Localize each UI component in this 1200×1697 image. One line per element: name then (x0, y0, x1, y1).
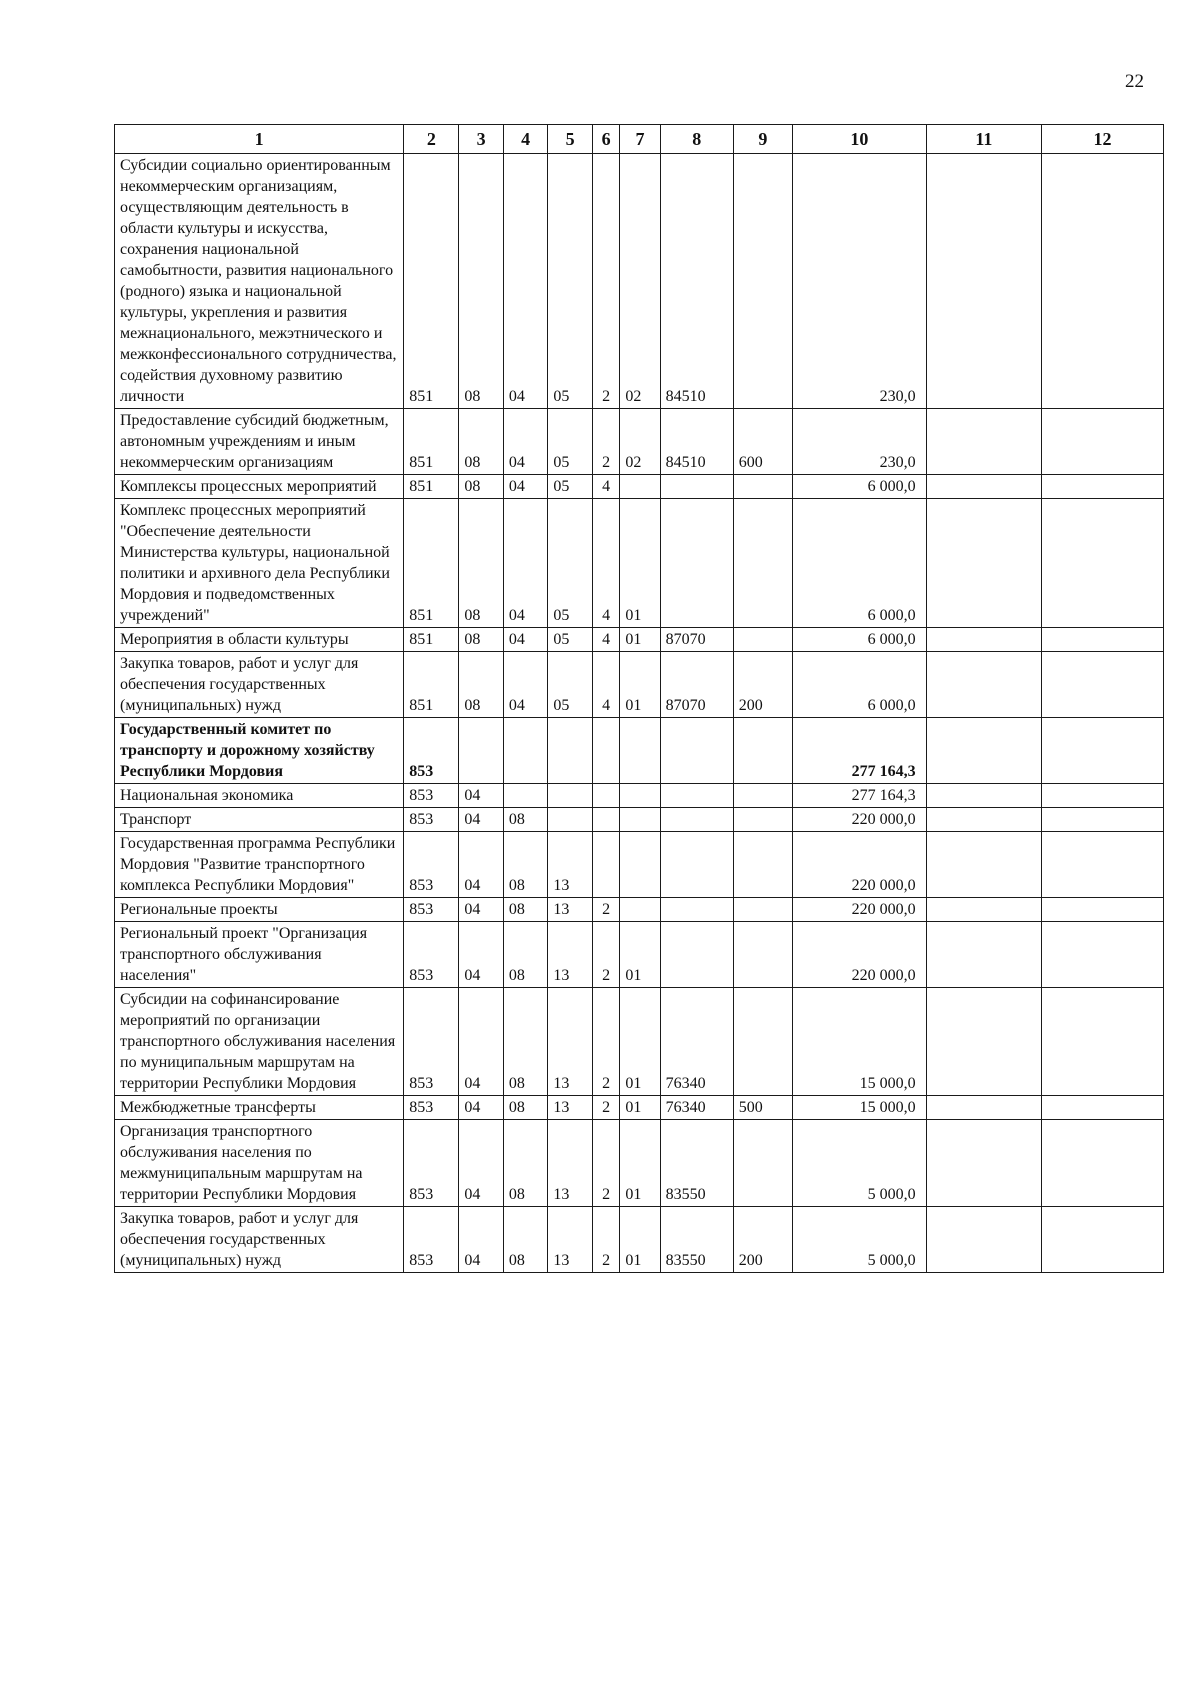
amount-cell: 230,0 (793, 409, 927, 475)
code-cell-c3: 04 (459, 808, 504, 832)
code-cell-c3: 08 (459, 409, 504, 475)
empty-cell (1042, 1120, 1164, 1207)
amount-cell: 230,0 (793, 154, 927, 409)
code-cell-c8: 76340 (660, 988, 733, 1096)
code-cell-c9 (733, 808, 792, 832)
code-cell-c9 (733, 832, 792, 898)
empty-cell (1042, 988, 1164, 1096)
row-name-cell: Комплексы процессных мероприятий (115, 475, 404, 499)
code-cell-c3: 08 (459, 628, 504, 652)
code-cell-c6 (592, 784, 620, 808)
empty-cell (1042, 718, 1164, 784)
code-cell-c8: 84510 (660, 154, 733, 409)
code-cell-c4 (503, 718, 548, 784)
table-row (115, 475, 1164, 499)
empty-cell (926, 832, 1041, 898)
code-cell-c8 (660, 832, 733, 898)
table-row (115, 832, 1164, 898)
code-cell-c7: 02 (620, 409, 660, 475)
code-cell-c4: 04 (503, 409, 548, 475)
column-header: 12 (1042, 125, 1164, 154)
amount-cell: 6 000,0 (793, 628, 927, 652)
code-cell-c4: 08 (503, 1207, 548, 1273)
table-row (115, 652, 1164, 718)
amount-cell: 6 000,0 (793, 652, 927, 718)
row-name-cell: Межбюджетные трансферты (115, 1096, 404, 1120)
table-body (115, 154, 1164, 1273)
empty-cell (926, 1207, 1041, 1273)
empty-cell (926, 718, 1041, 784)
table-row (115, 154, 1164, 409)
code-cell-c7: 01 (620, 988, 660, 1096)
code-cell-c8 (660, 718, 733, 784)
empty-cell (926, 1120, 1041, 1207)
empty-cell (926, 409, 1041, 475)
code-cell-c7 (620, 898, 660, 922)
table-row (115, 409, 1164, 475)
code-cell-c6: 4 (592, 652, 620, 718)
code-cell-c5: 05 (548, 154, 593, 409)
code-cell-c6: 2 (592, 1120, 620, 1207)
empty-cell (1042, 1207, 1164, 1273)
empty-cell (1042, 409, 1164, 475)
code-cell-c9 (733, 628, 792, 652)
header-row (115, 125, 1164, 154)
code-cell-c7: 01 (620, 652, 660, 718)
code-cell-c3: 08 (459, 499, 504, 628)
row-name-cell: Закупка товаров, работ и услуг для обеспечения государственных (муниципальных) нужд (115, 1207, 404, 1273)
empty-cell (926, 628, 1041, 652)
code-cell-c7 (620, 718, 660, 784)
table-row (115, 628, 1164, 652)
code-cell-c2: 853 (404, 1096, 459, 1120)
code-cell-c2: 853 (404, 718, 459, 784)
code-cell-c4: 04 (503, 499, 548, 628)
table-row (115, 922, 1164, 988)
code-cell-c7 (620, 784, 660, 808)
column-header: 11 (926, 125, 1041, 154)
code-cell-c6: 2 (592, 898, 620, 922)
code-cell-c4: 08 (503, 832, 548, 898)
column-header: 7 (620, 125, 660, 154)
empty-cell (1042, 1096, 1164, 1120)
table-row (115, 1120, 1164, 1207)
code-cell-c4: 04 (503, 154, 548, 409)
code-cell-c6: 2 (592, 409, 620, 475)
empty-cell (1042, 652, 1164, 718)
row-name-cell: Национальная экономика (115, 784, 404, 808)
code-cell-c6 (592, 832, 620, 898)
code-cell-c3: 04 (459, 988, 504, 1096)
row-name-cell: Государственный комитет по транспорту и дорожному хозяйству Республики Мордовия (115, 718, 404, 784)
amount-cell: 277 164,3 (793, 718, 927, 784)
table-row (115, 1096, 1164, 1120)
column-header: 5 (548, 125, 593, 154)
empty-cell (1042, 898, 1164, 922)
empty-cell (926, 784, 1041, 808)
code-cell-c9 (733, 922, 792, 988)
table-row (115, 499, 1164, 628)
row-name-cell: Региональный проект "Организация транспортного обслуживания населения" (115, 922, 404, 988)
row-name-cell: Мероприятия в области культуры (115, 628, 404, 652)
empty-cell (926, 1096, 1041, 1120)
code-cell-c6: 4 (592, 628, 620, 652)
code-cell-c5 (548, 718, 593, 784)
column-header: 6 (592, 125, 620, 154)
code-cell-c7 (620, 832, 660, 898)
amount-cell: 5 000,0 (793, 1120, 927, 1207)
code-cell-c4: 08 (503, 922, 548, 988)
code-cell-c6: 2 (592, 1096, 620, 1120)
code-cell-c5 (548, 808, 593, 832)
code-cell-c9 (733, 718, 792, 784)
row-name-cell: Государственная программа Республики Мордовия "Развитие транспортного комплекса Республики Мордовия" (115, 832, 404, 898)
code-cell-c4: 08 (503, 1096, 548, 1120)
empty-cell (1042, 154, 1164, 409)
code-cell-c9 (733, 1120, 792, 1207)
code-cell-c2: 853 (404, 1120, 459, 1207)
code-cell-c5: 05 (548, 652, 593, 718)
empty-cell (1042, 784, 1164, 808)
empty-cell (1042, 922, 1164, 988)
code-cell-c3: 04 (459, 784, 504, 808)
code-cell-c7: 02 (620, 154, 660, 409)
code-cell-c2: 851 (404, 652, 459, 718)
column-header: 10 (793, 125, 927, 154)
code-cell-c5: 13 (548, 1096, 593, 1120)
page-number: 22 (1125, 71, 1144, 92)
row-name-cell: Субсидии социально ориентированным некоммерческим организациям, осуществляющим деятельность в области культуры и искусства, сохранения национальной самобытности, развития национального (родного) языка и национальной культуры, укрепления и развития межнационального, межэтнического и межконфессионального сотрудничества, содействия духовному развитию личности (115, 154, 404, 409)
empty-cell (1042, 628, 1164, 652)
code-cell-c6: 2 (592, 988, 620, 1096)
code-cell-c5: 05 (548, 409, 593, 475)
column-header: 4 (503, 125, 548, 154)
budget-table (114, 124, 1164, 1273)
empty-cell (926, 154, 1041, 409)
code-cell-c7 (620, 808, 660, 832)
empty-cell (926, 988, 1041, 1096)
code-cell-c8 (660, 808, 733, 832)
code-cell-c4: 04 (503, 475, 548, 499)
code-cell-c3: 04 (459, 832, 504, 898)
empty-cell (926, 652, 1041, 718)
code-cell-c8: 87070 (660, 652, 733, 718)
code-cell-c9 (733, 154, 792, 409)
code-cell-c9 (733, 988, 792, 1096)
code-cell-c3 (459, 718, 504, 784)
code-cell-c2: 853 (404, 1207, 459, 1273)
empty-cell (1042, 832, 1164, 898)
code-cell-c2: 853 (404, 988, 459, 1096)
code-cell-c2: 851 (404, 475, 459, 499)
code-cell-c3: 04 (459, 1207, 504, 1273)
code-cell-c4: 04 (503, 652, 548, 718)
code-cell-c6: 4 (592, 499, 620, 628)
empty-cell (1042, 808, 1164, 832)
code-cell-c3: 04 (459, 1120, 504, 1207)
code-cell-c9: 200 (733, 1207, 792, 1273)
code-cell-c4: 04 (503, 628, 548, 652)
code-cell-c8: 76340 (660, 1096, 733, 1120)
row-name-cell: Предоставление субсидий бюджетным, автономным учреждениям и иным некоммерческим организациям (115, 409, 404, 475)
code-cell-c9: 600 (733, 409, 792, 475)
code-cell-c5: 13 (548, 1207, 593, 1273)
table-row (115, 784, 1164, 808)
amount-cell: 6 000,0 (793, 475, 927, 499)
table-row (115, 808, 1164, 832)
code-cell-c2: 851 (404, 154, 459, 409)
code-cell-c7: 01 (620, 628, 660, 652)
code-cell-c2: 853 (404, 922, 459, 988)
code-cell-c6 (592, 808, 620, 832)
column-header: 2 (404, 125, 459, 154)
code-cell-c8: 84510 (660, 409, 733, 475)
empty-cell (926, 499, 1041, 628)
code-cell-c8 (660, 475, 733, 499)
code-cell-c6: 2 (592, 922, 620, 988)
row-name-cell: Комплекс процессных мероприятий "Обеспечение деятельности Министерства культуры, национальной политики и архивного дела Республики Мордовия и подведомственных учреждений" (115, 499, 404, 628)
code-cell-c6: 4 (592, 475, 620, 499)
code-cell-c2: 853 (404, 808, 459, 832)
code-cell-c3: 04 (459, 922, 504, 988)
code-cell-c7 (620, 475, 660, 499)
code-cell-c7: 01 (620, 499, 660, 628)
column-header: 3 (459, 125, 504, 154)
row-name-cell: Региональные проекты (115, 898, 404, 922)
amount-cell: 220 000,0 (793, 832, 927, 898)
code-cell-c9 (733, 898, 792, 922)
row-name-cell: Закупка товаров, работ и услуг для обеспечения государственных (муниципальных) нужд (115, 652, 404, 718)
code-cell-c9: 500 (733, 1096, 792, 1120)
code-cell-c5: 13 (548, 898, 593, 922)
amount-cell: 6 000,0 (793, 499, 927, 628)
code-cell-c3: 08 (459, 154, 504, 409)
row-name-cell: Транспорт (115, 808, 404, 832)
row-name-cell: Субсидии на софинансирование мероприятий по организации транспортного обслуживания населения по муниципальным маршрутам на территории Республики Мордовия (115, 988, 404, 1096)
amount-cell: 15 000,0 (793, 1096, 927, 1120)
code-cell-c4 (503, 784, 548, 808)
code-cell-c3: 04 (459, 898, 504, 922)
column-header: 1 (115, 125, 404, 154)
code-cell-c7: 01 (620, 1207, 660, 1273)
code-cell-c7: 01 (620, 1120, 660, 1207)
code-cell-c3: 08 (459, 652, 504, 718)
amount-cell: 5 000,0 (793, 1207, 927, 1273)
code-cell-c5: 13 (548, 922, 593, 988)
code-cell-c8 (660, 784, 733, 808)
code-cell-c4: 08 (503, 898, 548, 922)
empty-cell (926, 808, 1041, 832)
amount-cell: 277 164,3 (793, 784, 927, 808)
row-name-cell: Организация транспортного обслуживания населения по межмуниципальным маршрутам на территории Республики Мордовия (115, 1120, 404, 1207)
code-cell-c7: 01 (620, 922, 660, 988)
code-cell-c5: 13 (548, 1120, 593, 1207)
code-cell-c5: 05 (548, 628, 593, 652)
code-cell-c5: 05 (548, 475, 593, 499)
code-cell-c8 (660, 898, 733, 922)
column-header: 9 (733, 125, 792, 154)
amount-cell: 15 000,0 (793, 988, 927, 1096)
code-cell-c4: 08 (503, 988, 548, 1096)
code-cell-c8: 83550 (660, 1120, 733, 1207)
code-cell-c4: 08 (503, 808, 548, 832)
code-cell-c6: 2 (592, 154, 620, 409)
empty-cell (1042, 499, 1164, 628)
table-row (115, 898, 1164, 922)
code-cell-c8 (660, 922, 733, 988)
table-row (115, 1207, 1164, 1273)
amount-cell: 220 000,0 (793, 898, 927, 922)
code-cell-c2: 851 (404, 409, 459, 475)
code-cell-c9 (733, 499, 792, 628)
code-cell-c9: 200 (733, 652, 792, 718)
code-cell-c8: 83550 (660, 1207, 733, 1273)
code-cell-c3: 08 (459, 475, 504, 499)
code-cell-c8 (660, 499, 733, 628)
code-cell-c4: 08 (503, 1120, 548, 1207)
code-cell-c5: 13 (548, 832, 593, 898)
empty-cell (926, 898, 1041, 922)
code-cell-c2: 853 (404, 784, 459, 808)
empty-cell (1042, 475, 1164, 499)
empty-cell (926, 922, 1041, 988)
table-row (115, 988, 1164, 1096)
code-cell-c5 (548, 784, 593, 808)
code-cell-c2: 851 (404, 499, 459, 628)
code-cell-c5: 13 (548, 988, 593, 1096)
code-cell-c7: 01 (620, 1096, 660, 1120)
code-cell-c3: 04 (459, 1096, 504, 1120)
code-cell-c9 (733, 784, 792, 808)
amount-cell: 220 000,0 (793, 808, 927, 832)
empty-cell (926, 475, 1041, 499)
code-cell-c5: 05 (548, 499, 593, 628)
code-cell-c2: 853 (404, 832, 459, 898)
amount-cell: 220 000,0 (793, 922, 927, 988)
column-header: 8 (660, 125, 733, 154)
code-cell-c9 (733, 475, 792, 499)
code-cell-c2: 851 (404, 628, 459, 652)
code-cell-c2: 853 (404, 898, 459, 922)
table-row (115, 718, 1164, 784)
code-cell-c8: 87070 (660, 628, 733, 652)
code-cell-c6: 2 (592, 1207, 620, 1273)
code-cell-c6 (592, 718, 620, 784)
